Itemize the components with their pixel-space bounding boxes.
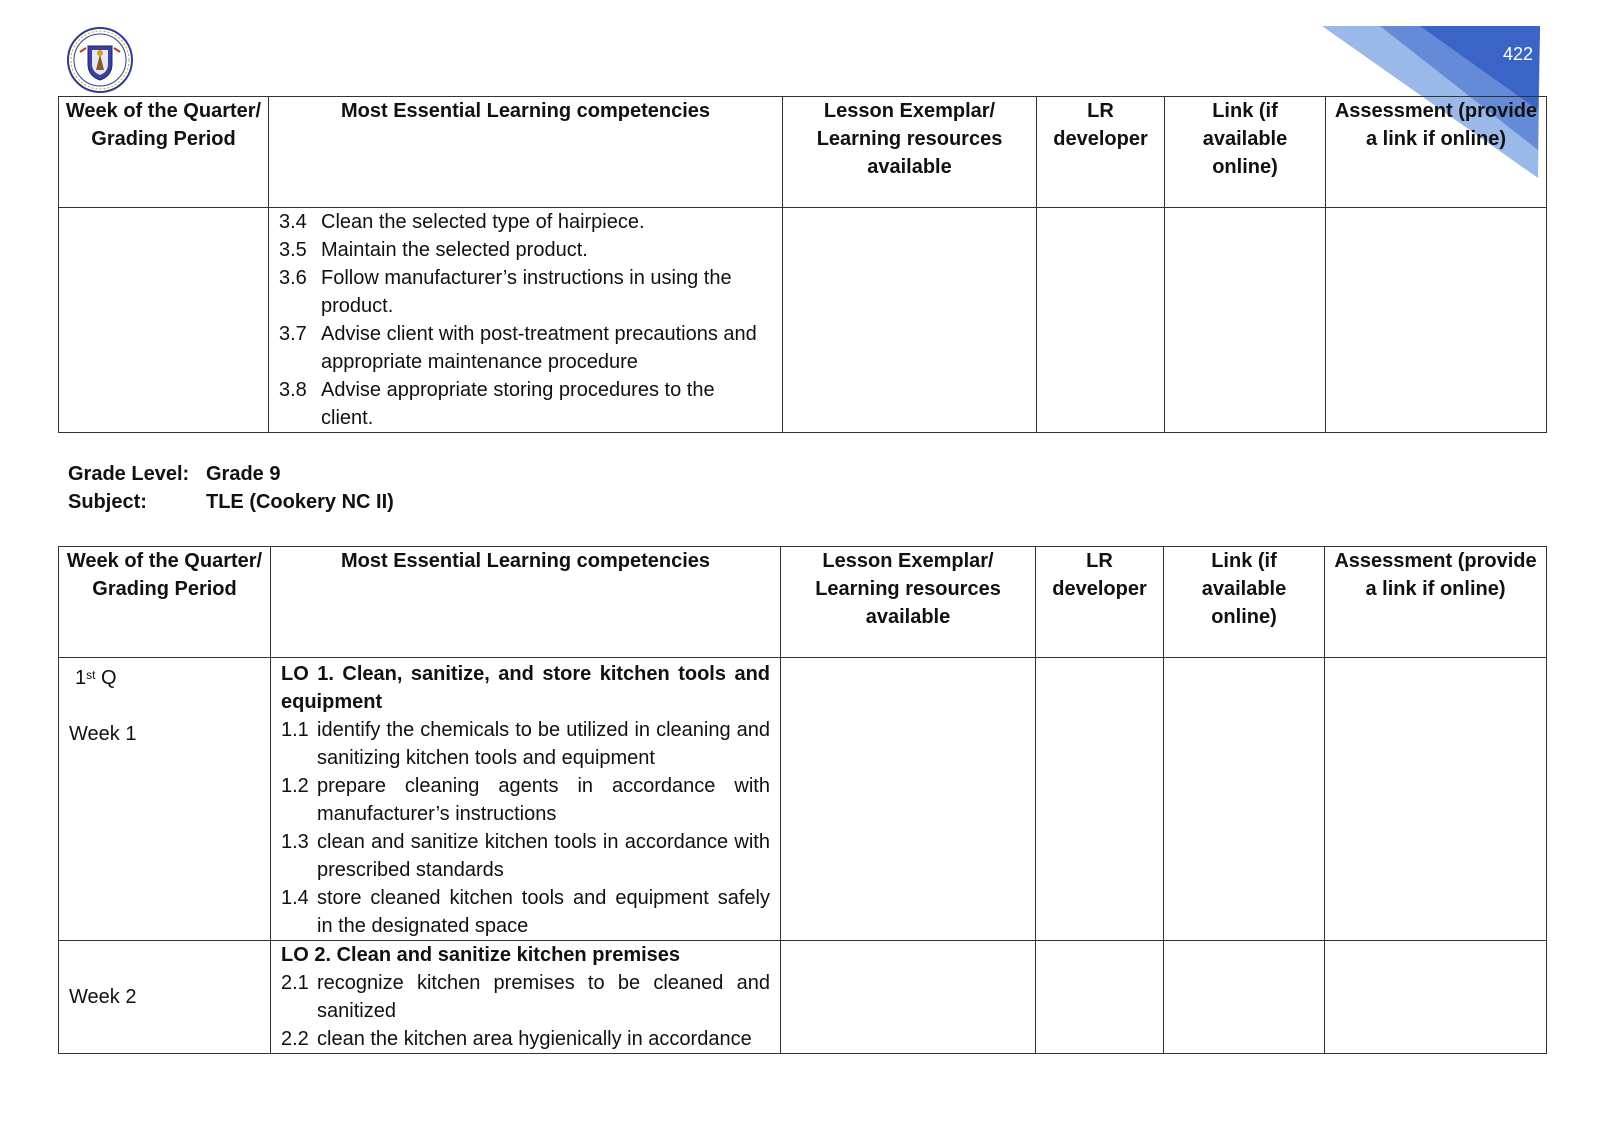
col-header-lr-developer: LR developer bbox=[1037, 97, 1165, 208]
col-header-week: Week of the Quarter/ Grading Period bbox=[59, 97, 269, 208]
competency-text: clean the kitchen area hygienically in accordance bbox=[317, 1028, 752, 1050]
competencies-cell bbox=[271, 941, 781, 1054]
link-cell bbox=[1165, 208, 1326, 433]
grade-level-value: Grade 9 bbox=[206, 463, 281, 485]
page-number: 422 bbox=[1502, 44, 1534, 64]
competency-text: Advise client with post-treatment precautions and appropriate maintenance procedure bbox=[321, 323, 757, 373]
assessment-cell bbox=[1325, 941, 1547, 1054]
col-header-competencies: Most Essential Learning competencies bbox=[269, 97, 783, 208]
competency-number: 3.6 bbox=[279, 267, 307, 289]
subject-row bbox=[68, 488, 394, 516]
competency-item bbox=[279, 264, 772, 320]
competencies-cell bbox=[269, 208, 783, 433]
competency-item bbox=[279, 320, 772, 376]
competency-text: Advise appropriate storing procedures to the client. bbox=[321, 379, 715, 429]
col-header-lesson-exemplar: Lesson Exemplar/ Learning resources available bbox=[781, 547, 1036, 658]
competency-number: 1.2 bbox=[281, 775, 309, 797]
competency-number: 2.2 bbox=[281, 1028, 309, 1050]
competency-number: 1.1 bbox=[281, 719, 309, 741]
quarter-number: 1 bbox=[75, 667, 87, 689]
competency-text: recognize kitchen premises to be cleaned and sanitized bbox=[317, 972, 770, 1022]
quarter-label bbox=[69, 664, 260, 692]
col-header-link: Link (if available online) bbox=[1164, 547, 1325, 658]
lr-developer-cell bbox=[1037, 208, 1165, 433]
course-meta bbox=[68, 460, 394, 516]
lesson-exemplar-cell bbox=[781, 658, 1036, 941]
grade-level-row bbox=[68, 460, 394, 488]
competency-number: 1.3 bbox=[281, 831, 309, 853]
competency-item bbox=[281, 716, 770, 772]
competency-number: 1.4 bbox=[281, 887, 309, 909]
week-cell bbox=[59, 208, 269, 433]
table-header-row bbox=[59, 547, 1547, 658]
col-header-link: Link (if available online) bbox=[1165, 97, 1326, 208]
week-label: Week 2 bbox=[69, 986, 137, 1008]
competency-text: Maintain the selected product. bbox=[321, 239, 588, 261]
quarter-suffix: Q bbox=[95, 667, 117, 689]
competency-number: 2.1 bbox=[281, 972, 309, 994]
subject-value: TLE (Cookery NC II) bbox=[206, 491, 394, 513]
lr-developer-cell bbox=[1036, 658, 1164, 941]
competency-item bbox=[281, 1025, 770, 1053]
subject-label: Subject: bbox=[68, 491, 147, 513]
competency-number: 3.5 bbox=[279, 239, 307, 261]
link-cell bbox=[1164, 941, 1325, 1054]
competency-text: Follow manufacturer’s instructions in using the product. bbox=[321, 267, 732, 317]
competency-text: clean and sanitize kitchen tools in accordance with prescribed standards bbox=[317, 831, 770, 881]
competency-text: store cleaned kitchen tools and equipment safely in the designated space bbox=[317, 887, 770, 937]
table-row bbox=[59, 941, 1547, 1054]
competencies-cell bbox=[271, 658, 781, 941]
assessment-cell bbox=[1325, 658, 1547, 941]
link-cell bbox=[1164, 658, 1325, 941]
col-header-lr-developer: LR developer bbox=[1036, 547, 1164, 658]
learning-objective-heading: LO 2. Clean and sanitize kitchen premises bbox=[281, 944, 681, 966]
lesson-exemplar-cell bbox=[781, 941, 1036, 1054]
col-header-lesson-exemplar: Lesson Exemplar/ Learning resources available bbox=[783, 97, 1037, 208]
week-cell bbox=[59, 941, 271, 1054]
grade-level-label: Grade Level: bbox=[68, 463, 190, 485]
assessment-cell bbox=[1326, 208, 1547, 433]
competency-number: 3.4 bbox=[279, 211, 307, 233]
competency-item bbox=[279, 376, 772, 432]
competency-text: identify the chemicals to be utilized in cleaning and sanitizing kitchen tools and equipment bbox=[317, 719, 770, 769]
table-row bbox=[59, 208, 1547, 433]
competency-item bbox=[281, 884, 770, 940]
competency-item bbox=[281, 969, 770, 1025]
col-header-competencies: Most Essential Learning competencies bbox=[271, 547, 781, 658]
competency-table-grade9 bbox=[58, 546, 1547, 1054]
competency-item bbox=[279, 208, 772, 236]
col-header-assessment: Assessment (provide a link if online) bbox=[1325, 547, 1547, 658]
week-label: Week 1 bbox=[69, 723, 137, 745]
table-header-row bbox=[59, 97, 1547, 208]
competency-text: Clean the selected type of hairpiece. bbox=[321, 211, 645, 233]
lr-developer-cell bbox=[1036, 941, 1164, 1054]
week-cell bbox=[59, 658, 271, 941]
col-header-assessment: Assessment (provide a link if online) bbox=[1326, 97, 1547, 208]
table-row bbox=[59, 658, 1547, 941]
quarter-ordinal: st bbox=[86, 668, 96, 682]
competency-number: 3.8 bbox=[279, 379, 307, 401]
competency-number: 3.7 bbox=[279, 323, 307, 345]
competency-table-continued bbox=[58, 96, 1547, 433]
lesson-exemplar-cell bbox=[783, 208, 1037, 433]
competency-item bbox=[281, 828, 770, 884]
competency-item bbox=[279, 236, 772, 264]
competency-text: prepare cleaning agents in accordance with manufacturer’s instructions bbox=[317, 775, 770, 825]
col-header-week: Week of the Quarter/ Grading Period bbox=[59, 547, 271, 658]
deped-seal-icon bbox=[66, 26, 134, 94]
competency-item bbox=[281, 772, 770, 828]
learning-objective-heading: LO 1. Clean, sanitize, and store kitchen tools and equipment bbox=[281, 663, 770, 713]
